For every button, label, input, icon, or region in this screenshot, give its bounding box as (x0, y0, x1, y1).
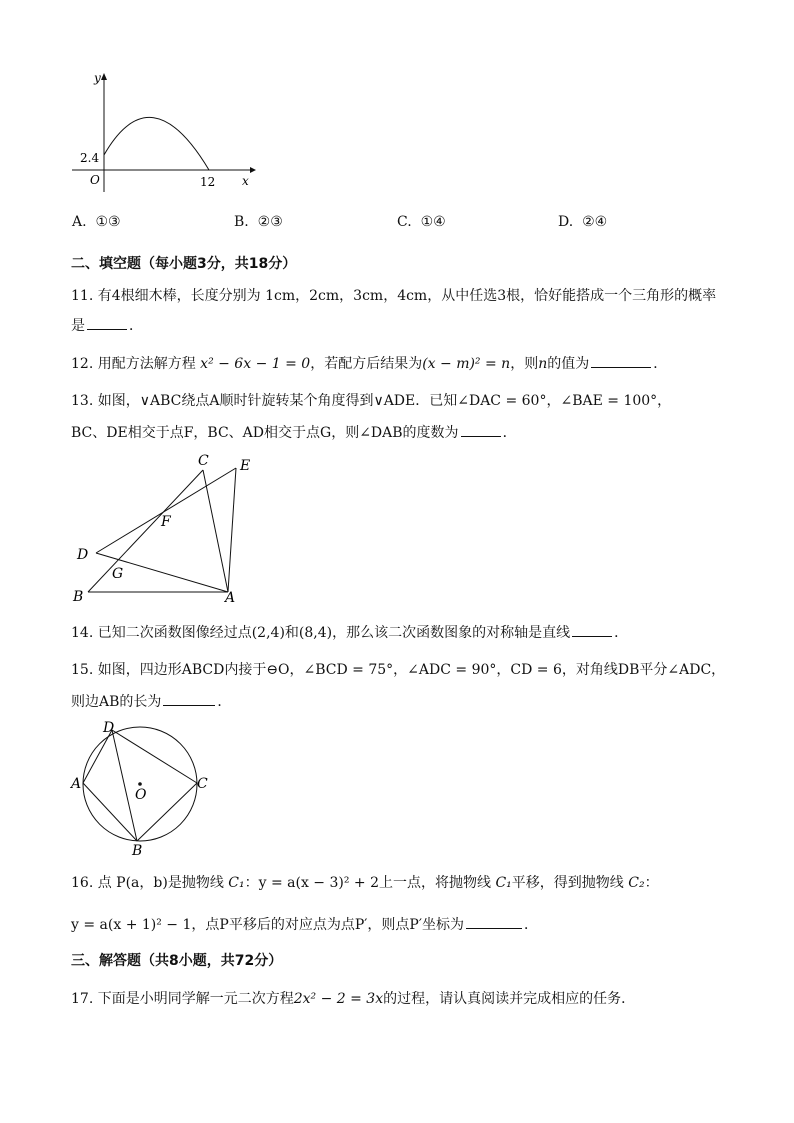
q15-end: ． (217, 694, 232, 710)
q16-c1b: C₁ (495, 875, 512, 891)
q14-text-a: 已知二次函数图像经过点 (97, 625, 252, 641)
q11-answer-blank[interactable] (87, 317, 127, 330)
y-axis-arrow (101, 73, 107, 80)
option-c-value: ①④ (420, 214, 446, 230)
q15-line1 (71, 661, 725, 679)
q12-equation: x² − 6x − 1 = 0 (200, 356, 311, 372)
fig15-label-d: D (103, 720, 115, 736)
q14-point1: (2,4) (251, 625, 285, 641)
section-3-title: 三、解答题（共8小题，共72分） (71, 953, 283, 969)
q14-point2: (8,4) (298, 625, 333, 641)
q14-text-b: 和 (284, 625, 299, 641)
segment-ca (203, 470, 228, 592)
q14-answer-blank[interactable] (572, 624, 612, 637)
fig13-label-f: F (161, 514, 171, 530)
segment-ad (83, 730, 112, 783)
option-a (72, 214, 121, 230)
fig13-label-d: D (77, 547, 89, 563)
q12-number: 12. (71, 356, 94, 372)
q11-len1: 1cm (265, 288, 296, 304)
diagonal-db (112, 730, 137, 841)
q12-text-d: 的值为 (547, 356, 590, 372)
segment-ea (228, 468, 236, 592)
origin-label: O (90, 173, 100, 187)
q13-line1 (71, 392, 671, 410)
q16-line1 (71, 874, 659, 892)
q11-end: ． (129, 318, 143, 334)
q14-line (71, 624, 628, 642)
option-a-letter: A. (72, 214, 87, 230)
q16-text-2: y = a(x + 1)² − 1，点P平移后的对应点为点P′，则点P′坐标为 (71, 917, 465, 933)
figure-15-circle (68, 716, 218, 860)
option-c-letter: C. (397, 214, 412, 230)
x-tick-label: 12 (200, 175, 216, 189)
q14-end: ． (614, 625, 629, 641)
fig15-label-o: O (135, 787, 147, 803)
q12-line (71, 355, 667, 373)
q16-answer-blank[interactable] (466, 916, 522, 929)
q12-answer-blank[interactable] (591, 355, 651, 368)
q16-text-b: ：y = a(x − 3)² + 2上一点，将抛物线 (244, 875, 492, 891)
q16-text-d: ： (644, 875, 659, 891)
q12-text-b: ，若配方后结果为 (310, 356, 423, 372)
option-d (558, 214, 607, 230)
q13-line2 (71, 424, 517, 442)
fig13-label-c: C (198, 453, 209, 469)
fig15-label-a: A (71, 776, 82, 792)
q13-end: ． (502, 425, 517, 441)
fig13-label-e: E (240, 458, 251, 474)
y-axis-label: y (94, 71, 101, 85)
q12-var: n (538, 356, 548, 372)
x-axis-label: x (242, 174, 249, 188)
option-a-value: ①③ (95, 214, 121, 230)
q11-len2: 2cm (309, 288, 340, 304)
segment-dc (112, 730, 197, 783)
q16-text-c: 平移，得到抛物线 (511, 875, 624, 891)
q15-line2 (71, 693, 231, 711)
fig13-label-a: A (225, 590, 236, 606)
q16-number: 16. (71, 875, 94, 891)
fig15-label-b: B (132, 843, 143, 859)
q16-c2: C₂ (628, 875, 645, 891)
q11-text-a: 有4根细木棒，长度分别为 (97, 288, 261, 304)
q16-end: ． (524, 917, 539, 933)
q14-number: 14. (71, 625, 94, 641)
q13-number: 13. (71, 393, 94, 409)
q11-len3: 3cm (353, 288, 384, 304)
option-b-letter: B. (234, 214, 249, 230)
option-b-value: ②③ (257, 214, 283, 230)
section-2-title: 二、填空题（每小题3分，共18分） (71, 256, 297, 272)
parabola-curve (104, 117, 209, 170)
q11-text-b: ，从中任选3根，恰好能搭成一个三角形的概率 (427, 288, 717, 304)
q11-number: 11. (71, 288, 94, 304)
q15-answer-blank[interactable] (163, 693, 215, 706)
q17-text-a: 下面是小明同学解一元二次方程 (97, 991, 294, 1007)
q11-text-c: 是 (71, 318, 85, 334)
q16-text-a: 点 P(a，b)是抛物线 (97, 875, 224, 891)
q16-c1: C₁ (228, 875, 245, 891)
q11-line2 (71, 317, 143, 335)
q15-text-2: 则边AB的长为 (71, 694, 162, 710)
q12-result: (x − m)² = n (422, 356, 511, 372)
q11-line1: 11. 有4根细木棒，长度分别为 1cm，2cm，3cm，4cm，从中任选3根，恰好能搭成一个三角形的概率 (71, 288, 717, 304)
q15-number: 15. (71, 662, 94, 678)
parabola-graph (70, 68, 260, 194)
q13-answer-blank[interactable] (461, 424, 501, 437)
q17-line (71, 990, 635, 1008)
option-d-value: ②④ (582, 214, 608, 230)
option-c (397, 214, 446, 230)
q16-line2 (71, 916, 538, 934)
q17-equation: 2x² − 2 = 3x (293, 991, 384, 1007)
q17-text-b: 的过程，请认真阅读并完成相应的任务． (383, 991, 636, 1007)
fig13-label-b: B (73, 589, 84, 605)
q12-text-a: 用配方法解方程 (97, 356, 196, 372)
fig15-label-c: C (197, 776, 208, 792)
q12-end: ． (653, 356, 668, 372)
q15-text-1: 如图，四边形ABCD内接于⊖O，∠BCD = 75°，∠ADC = 90°，CD = 6，对角线DB平分∠ADC， (97, 662, 726, 678)
q13-text-2: BC、DE相交于点F，BC、AD相交于点G，则∠DAB的度数为 (71, 425, 459, 441)
q17-number: 17. (71, 991, 94, 1007)
segment-bc (88, 470, 203, 592)
figure-13-triangles (70, 450, 270, 608)
center-point-o (138, 782, 142, 786)
q14-text-c: ，那么该二次函数图象的对称轴是直线 (332, 625, 571, 641)
x-axis-arrow (250, 167, 256, 173)
y-tick-label: 2.4 (80, 151, 100, 165)
fig13-label-g: G (112, 566, 124, 582)
q11-len4: 4cm (397, 288, 428, 304)
segment-de (96, 468, 236, 553)
q12-text-c: ，则 (510, 356, 539, 372)
q13-text-1: 如图，∨ABC绕点A顺时针旋转某个角度得到∨ADE．已知∠DAC = 60°，∠BAE = 100°， (97, 393, 672, 409)
option-d-letter: D. (558, 214, 574, 230)
option-b (234, 214, 283, 230)
